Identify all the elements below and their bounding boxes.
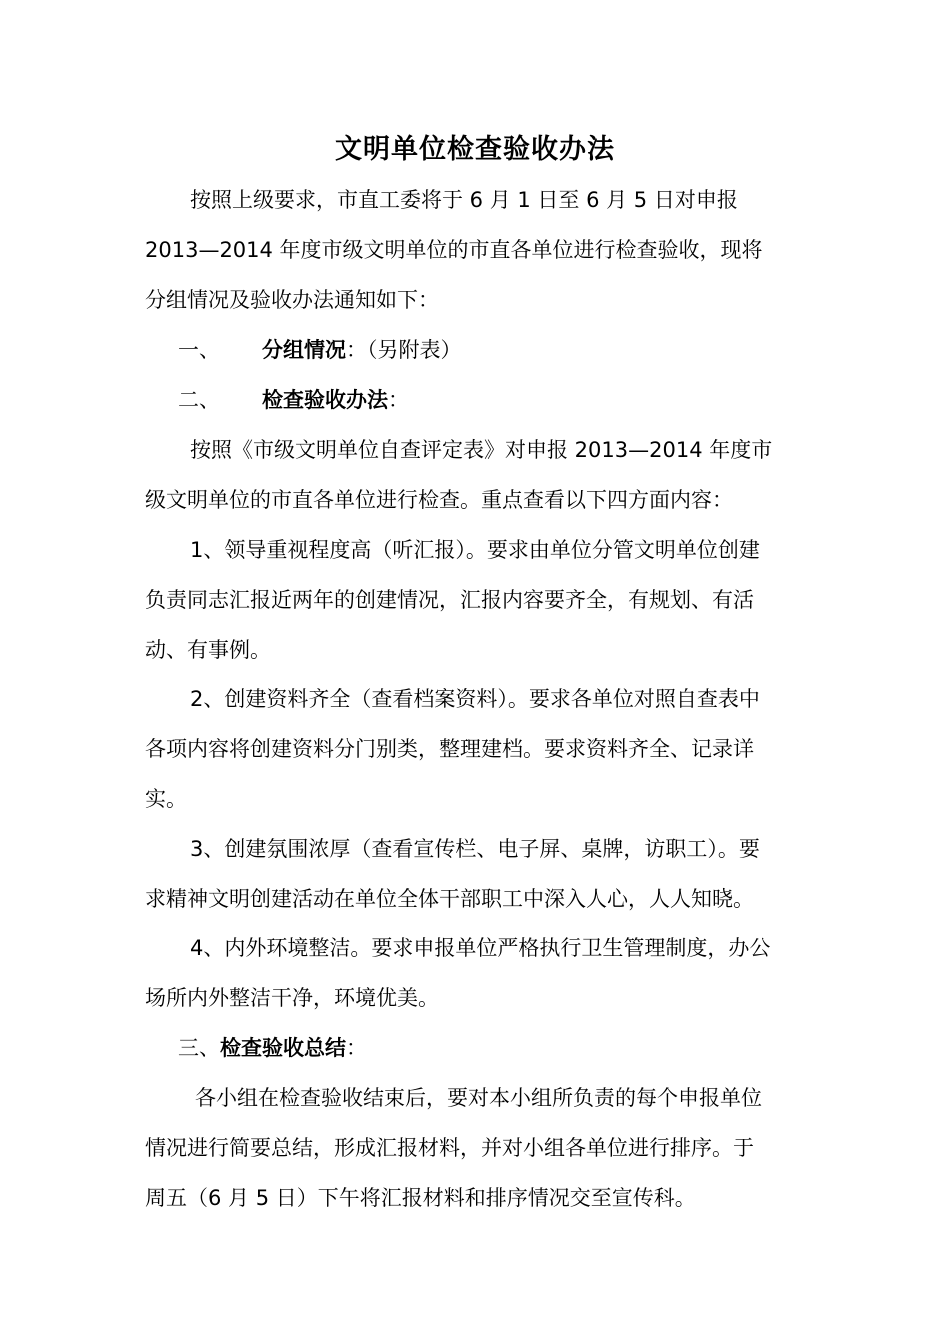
section-3-rest: ： [346,1036,367,1060]
section-2-heading [178,385,858,415]
section-2-intro-line-1: 按照《市级文明单位自查评定表》对申报 2013—2014 年度市 [190,438,773,462]
section-3-number: 三、 [178,1036,220,1060]
section-1-number: 一、 [178,338,220,362]
section-3-line-1: 各小组在检查验收结束后，要对本小组所负责的每个申报单位 [195,1086,762,1110]
item-4-line-1: 4、内外环境整洁。要求申报单位严格执行卫生管理制度，办公 [190,936,771,960]
section-3-heading [178,1033,858,1063]
section-2-title: 检查验收办法 [262,388,388,412]
section-1-title: 分组情况 [262,338,346,362]
item-3-line-1: 3、创建氛围浓厚（查看宣传栏、电子屏、桌牌，访职工）。要 [190,837,760,861]
item-1-line-3: 动、有事例。 [145,638,271,662]
item-3-line-2: 求精神文明创建活动在单位全体干部职工中深入人心，人人知晓。 [145,887,754,911]
intro-line-2: 2013—2014 年度市级文明单位的市直各单位进行检查验收，现将 [145,238,763,262]
item-2-line-1: 2、创建资料齐全（查看档案资料）。要求各单位对照自查表中 [190,687,760,711]
section-2-intro-line-2: 级文明单位的市直各单位进行检查。重点查看以下四方面内容： [145,488,733,512]
section-2-rest: ： [388,388,409,412]
item-4-line-2: 场所内外整洁干净，环境优美。 [145,986,439,1010]
section-1-heading [178,335,858,365]
document-title: 文明单位检查验收办法 [335,134,615,165]
intro-line-3: 分组情况及验收办法通知如下： [145,288,439,312]
section-3-title: 检查验收总结 [220,1036,346,1060]
item-1-line-2: 负责同志汇报近两年的创建情况，汇报内容要齐全，有规划、有活 [145,588,754,612]
item-1-line-1: 1、领导重视程度高（听汇报）。要求由单位分管文明单位创建 [190,538,760,562]
item-2-line-2: 各项内容将创建资料分门别类，整理建档。要求资料齐全、记录详 [145,737,754,761]
section-2-number: 二、 [178,388,220,412]
item-2-line-3: 实。 [145,787,187,811]
section-1-rest: ：（另附表） [346,338,462,362]
intro-line-1: 按照上级要求，市直工委将于 6 月 1 日至 6 月 5 日对申报 [190,188,738,212]
section-3-line-2: 情况进行简要总结，形成汇报材料，并对小组各单位进行排序。于 [145,1136,754,1160]
section-3-line-3: 周五（6 月 5 日）下午将汇报材料和排序情况交至宣传科。 [145,1186,696,1210]
